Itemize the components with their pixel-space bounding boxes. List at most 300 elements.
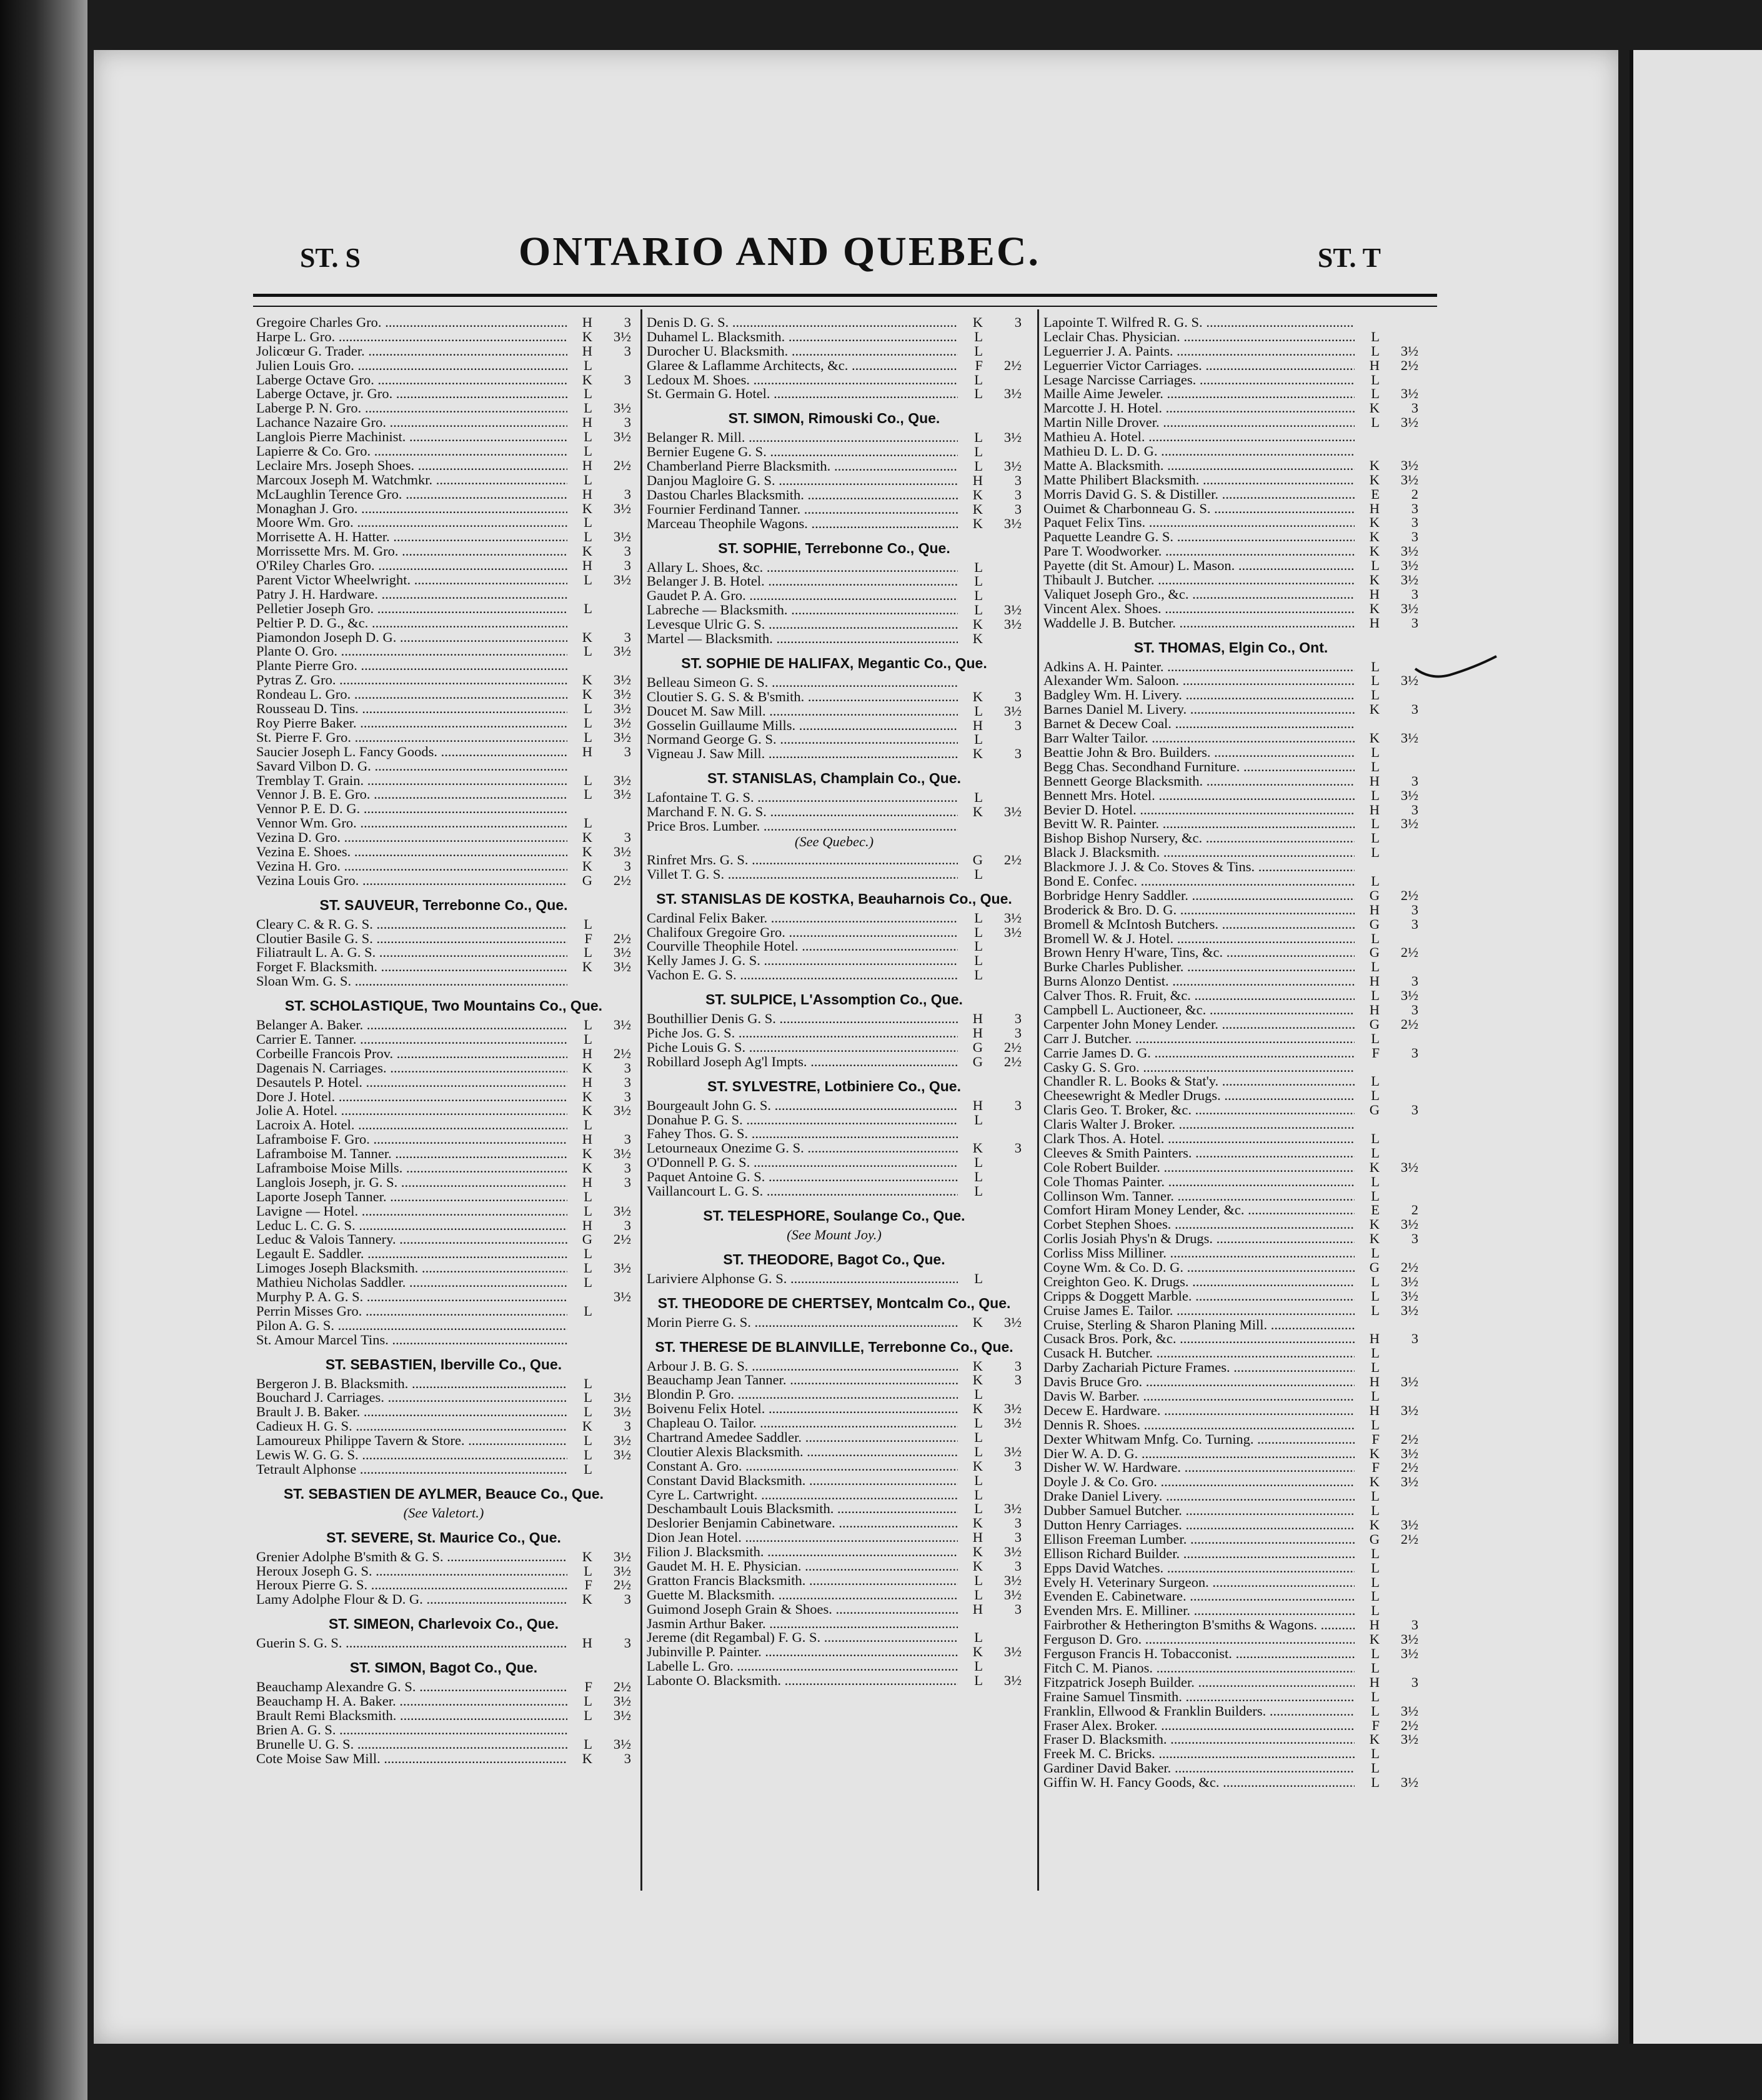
directory-entry [1043, 674, 1418, 688]
entry-name-business: Lavigne — Hotel. ..... [256, 1204, 567, 1219]
directory-entry [256, 373, 631, 388]
entry-name-business: Leclair Chas. Physician. ..... [1043, 330, 1355, 344]
entry-rating-grade: 3 [1411, 587, 1418, 602]
entry-name-business: Langlois Pierre Machinist. ..... [256, 430, 567, 444]
entry-rating-grade [983, 1631, 1022, 1645]
directory-entry [256, 688, 631, 702]
directory-entry [256, 716, 631, 731]
town-heading: ST. STANISLAS, Champlain Co., Que. [707, 770, 961, 787]
entry-rating-grade: 3½ [1400, 1218, 1418, 1232]
entry-rating-letter: G [1369, 1261, 1380, 1275]
entry-rating-grade: 2½ [1400, 1261, 1418, 1275]
directory-entry [1043, 373, 1418, 388]
directory-entry [647, 1645, 1022, 1659]
entry-rating-grade [1380, 330, 1418, 344]
entry-rating-grade [592, 1118, 631, 1132]
entry-name-business: Labreche — Blacksmith. ..... [647, 603, 958, 618]
directory-entry [647, 316, 1022, 330]
entry-name-business: Guimond Joseph Grain & Shoes. ..... [647, 1602, 958, 1617]
entry-name-business: Savard Vilbon D. G. ..... [256, 759, 567, 774]
directory-entry [256, 845, 631, 859]
entry-rating-letter: L [1371, 960, 1380, 975]
entry-rating-grade [983, 1184, 1022, 1199]
entry-rating-letter: F [1371, 1461, 1380, 1476]
entry-rating-letter: L [584, 444, 592, 459]
directory-entry [256, 1333, 631, 1348]
entry-rating-grade: 3 [624, 559, 631, 574]
entry-rating-grade: 3½ [613, 401, 631, 416]
entry-rating-grade: 3½ [613, 788, 631, 802]
entry-rating-letter: L [584, 1276, 592, 1290]
entry-name-business: Bergeron J. B. Blacksmith. ..... [256, 1377, 567, 1391]
town-heading: ST. THOMAS, Elgin Co., Ont. [1133, 639, 1328, 656]
directory-entry [647, 1012, 1022, 1026]
entry-rating-letter: K [1369, 1446, 1380, 1461]
entry-rating-letter [1355, 316, 1380, 330]
directory-entry [647, 344, 1022, 359]
directory-entry [256, 1636, 631, 1651]
entry-rating-letter: L [1371, 1589, 1380, 1604]
entry-name-business: Cruise James E. Tailor. ..... [1043, 1304, 1355, 1318]
directory-entry [256, 1018, 631, 1032]
entry-rating-letter: K [972, 1559, 983, 1574]
entry-rating-letter: L [974, 732, 983, 748]
entry-rating-grade: 3½ [1003, 1588, 1022, 1602]
entry-rating-grade [1380, 717, 1418, 731]
entry-rating-grade: 3 [1411, 902, 1418, 918]
entry-rating-letter: G [1369, 1017, 1380, 1032]
directory-entry [256, 1550, 631, 1564]
entry-rating-grade: 3½ [1003, 387, 1022, 402]
entry-name-business: Thibault J. Butcher. ..... [1043, 573, 1355, 588]
town-heading: ST. SOPHIE DE HALIFAX, Megantic Co., Que. [681, 654, 987, 671]
entry-rating-grade: 3½ [613, 946, 631, 961]
entry-rating-letter: K [972, 1141, 983, 1156]
directory-entry [1043, 1504, 1418, 1518]
entry-rating-grade [983, 1617, 1022, 1631]
entry-rating-grade: 3½ [1003, 459, 1022, 474]
entry-rating-grade: 3½ [1400, 788, 1418, 803]
entry-rating-grade [1380, 1747, 1418, 1761]
directory-entry [1043, 459, 1418, 473]
entry-rating-letter: K [582, 1592, 592, 1608]
entry-rating-grade: 3½ [1003, 1573, 1022, 1588]
entry-name-business: Fraine Samuel Tinsmith. ..... [1043, 1690, 1355, 1704]
entry-rating-grade [1380, 860, 1418, 874]
directory-entry [1043, 330, 1418, 344]
entry-rating-grade: 2 [1411, 487, 1418, 502]
entry-name-business: Gosselin Guillaume Mills. ..... [647, 719, 958, 733]
entry-name-business: Monaghan J. Gro. ..... [256, 502, 567, 516]
entry-rating-letter: K [972, 632, 983, 646]
entry-rating-letter: L [584, 946, 592, 961]
entry-rating-letter: L [974, 589, 983, 604]
directory-entry [1043, 1489, 1418, 1504]
directory-entry [647, 732, 1022, 747]
entry-rating-letter [1355, 430, 1380, 444]
entry-rating-grade [983, 939, 1022, 954]
entry-rating-letter: L [974, 704, 983, 719]
entry-rating-grade [1380, 1589, 1418, 1604]
entry-name-business: Courville Theophile Hotel. ..... [647, 939, 958, 954]
entry-rating-grade: 3 [1014, 316, 1022, 330]
entry-rating-grade [1380, 1118, 1418, 1132]
entry-name-business: Campbell L. Auctioneer, &c. ..... [1043, 1003, 1355, 1018]
entry-rating-letter: K [582, 688, 592, 702]
directory-entry [1043, 903, 1418, 918]
entry-name-business: McLaughlin Terence Gro. ..... [256, 488, 567, 502]
page-title: ONTARIO AND QUEBEC. [519, 229, 1041, 274]
entry-name-business: Robillard Joseph Ag'l Impts. ..... [647, 1055, 958, 1069]
entry-name-business: Levesque Ulric G. S. ..... [647, 618, 958, 632]
entry-rating-letter: H [972, 1602, 983, 1617]
running-head-left: ST. S [300, 242, 361, 273]
entry-rating-grade: 3 [624, 1161, 631, 1176]
entry-rating-letter: L [584, 917, 592, 932]
entry-name-business: Allary L. Shoes, &c. ..... [647, 561, 958, 575]
directory-entry [647, 791, 1022, 805]
directory-entry [647, 1055, 1022, 1069]
entry-name-business: Cadieux H. G. S. ..... [256, 1419, 567, 1434]
entry-name-business: Vigneau J. Saw Mill. ..... [647, 747, 958, 761]
entry-name-business: Boivenu Felix Hotel. ..... [647, 1402, 958, 1416]
entry-rating-grade: 3 [624, 1132, 631, 1148]
entry-rating-grade [983, 732, 1022, 747]
entry-rating-grade: 3 [1411, 401, 1418, 416]
entry-name-business: Cleary C. & R. G. S. ..... [256, 918, 567, 932]
entry-rating-letter: L [584, 1564, 592, 1579]
directory-entry [647, 1416, 1022, 1431]
entry-name-business: Piche Louis G. S. ..... [647, 1041, 958, 1055]
directory-entry [647, 1113, 1022, 1128]
entry-rating-letter: K [582, 1147, 592, 1161]
entry-name-business: Morrissette Mrs. M. Gro. ..... [256, 544, 567, 559]
entry-rating-letter: H [1369, 501, 1380, 516]
entry-rating-letter: L [974, 329, 983, 344]
entry-name-business: Guette M. Blacksmith. ..... [647, 1588, 958, 1602]
entry-name-business: Arbour J. B. G. S. ..... [647, 1359, 958, 1374]
entry-rating-grade [983, 791, 1022, 805]
entry-name-business: Collinson Wm. Tanner. ..... [1043, 1189, 1355, 1204]
entry-rating-letter: L [974, 968, 983, 983]
entry-rating-grade [592, 1723, 631, 1738]
entry-rating-letter [567, 1723, 592, 1738]
entry-rating-grade: 3½ [1003, 911, 1022, 926]
entry-rating-letter: L [1371, 788, 1380, 803]
directory-entry [647, 926, 1022, 940]
entry-rating-letter: L [584, 702, 592, 716]
directory-entry [1043, 559, 1418, 573]
directory-entry [647, 1127, 1022, 1141]
entry-rating-letter: K [972, 1373, 983, 1388]
entry-rating-letter: K [582, 372, 592, 388]
directory-entry [1043, 1589, 1418, 1604]
entry-rating-grade: 3 [1014, 502, 1022, 517]
entry-name-business: Beauchamp Jean Tanner. ..... [647, 1373, 958, 1388]
directory-entry [1043, 430, 1418, 444]
directory-entry [256, 859, 631, 874]
directory-entry [256, 444, 631, 459]
entry-rating-grade: 3½ [1400, 989, 1418, 1003]
entry-rating-grade [983, 632, 1022, 646]
directory-entry [1043, 588, 1418, 602]
entry-name-business: Creighton Geo. K. Drugs. ..... [1043, 1275, 1355, 1289]
directory-entry [256, 1709, 631, 1723]
entry-name-business: Cusack H. Butcher. ..... [1043, 1346, 1355, 1361]
entry-rating-grade: 3 [1411, 516, 1418, 531]
entry-rating-letter: H [1369, 802, 1380, 818]
entry-rating-letter: K [1369, 401, 1380, 416]
directory-entry [1043, 1175, 1418, 1189]
entry-rating-letter: L [1371, 989, 1380, 1003]
directory-entry [647, 574, 1022, 589]
entry-rating-letter: L [1371, 329, 1380, 344]
entry-rating-letter: K [972, 316, 983, 330]
entry-rating-letter: E [1371, 487, 1380, 502]
directory-entry [647, 603, 1022, 618]
entry-name-business: Gaudet P. A. Gro. ..... [647, 589, 958, 603]
directory-entry [1043, 416, 1418, 430]
entry-rating-letter: K [1369, 1632, 1380, 1648]
entry-rating-grade: 3 [624, 416, 631, 431]
entry-name-business: Clark Thos. A. Hotel. ..... [1043, 1132, 1355, 1146]
entry-rating-grade: 3½ [613, 1104, 631, 1119]
entry-name-business: Moore Wm. Gro. ..... [256, 516, 567, 530]
entry-rating-letter: L [1371, 1776, 1380, 1790]
entry-rating-grade [1380, 1504, 1418, 1518]
directory-entry [647, 1631, 1022, 1645]
entry-rating-letter: H [1369, 1403, 1380, 1418]
entry-rating-letter: L [584, 516, 592, 531]
entry-rating-grade: 3½ [613, 960, 631, 975]
entry-rating-letter [567, 588, 592, 602]
entry-rating-letter [1355, 717, 1380, 731]
entry-rating-letter: H [582, 744, 592, 759]
entry-name-business: Freek M. C. Bricks. ..... [1043, 1747, 1355, 1761]
directory-entry [647, 868, 1022, 882]
directory-entry [1043, 889, 1418, 903]
entry-rating-grade [592, 1276, 631, 1290]
entry-rating-letter: L [1371, 1303, 1380, 1318]
entry-rating-letter: L [584, 1304, 592, 1319]
entry-rating-letter: K [1369, 1732, 1380, 1748]
entry-rating-grade [983, 445, 1022, 459]
entry-name-business: Ellison Richard Builder. ..... [1043, 1547, 1355, 1561]
entry-name-business: Letourneaux Onezime G. S. ..... [647, 1141, 958, 1156]
entry-name-business: Rinfret Mrs. G. S. ..... [647, 853, 958, 868]
entry-rating-letter: L [584, 1737, 592, 1752]
entry-rating-grade [592, 1319, 631, 1333]
entry-rating-grade: 3 [624, 487, 631, 502]
entry-rating-letter: L [1371, 674, 1380, 689]
directory-entry [256, 1434, 631, 1448]
entry-name-business: Comfort Hiram Money Lender, &c. ..... [1043, 1203, 1355, 1218]
entry-rating-letter: K [972, 1516, 983, 1531]
directory-entry [256, 1592, 631, 1607]
directory-entry [256, 1147, 631, 1161]
directory-entry [1043, 831, 1418, 846]
entry-rating-grade: 3 [1014, 1531, 1022, 1546]
entry-rating-letter: L [1371, 1389, 1380, 1404]
entry-rating-letter: L [1371, 1074, 1380, 1089]
entry-rating-letter: H [1369, 358, 1380, 373]
entry-name-business: Filiatrault L. A. G. S. ..... [256, 946, 567, 960]
entry-rating-letter: L [584, 1391, 592, 1406]
entry-name-business: Blackmore J. J. & Co. Stoves & Tins. ..... [1043, 860, 1355, 874]
entry-rating-letter: L [1371, 831, 1380, 846]
entry-rating-grade [983, 968, 1022, 982]
entry-name-business: Ledoux M. Shoes. ..... [647, 373, 958, 388]
directory-entry [256, 1448, 631, 1462]
entry-rating-grade [983, 1113, 1022, 1128]
entry-rating-letter: K [1369, 544, 1380, 559]
directory-entry [647, 805, 1022, 819]
entry-rating-grade: 3½ [1003, 1402, 1022, 1417]
directory-entry [647, 1316, 1022, 1330]
entry-name-business: Leguerrier J. A. Paints. ..... [1043, 344, 1355, 359]
directory-entry [256, 974, 631, 989]
directory-entry [256, 1032, 631, 1047]
directory-entry [647, 1402, 1022, 1416]
entry-rating-grade: 3½ [1400, 1518, 1418, 1532]
directory-entry [1043, 1361, 1418, 1375]
entry-rating-letter: L [974, 925, 983, 940]
directory-entry [256, 1076, 631, 1090]
directory-entry [647, 1531, 1022, 1545]
directory-entry [1043, 1346, 1418, 1361]
directory-entry [256, 544, 631, 559]
entry-name-business: Vennor Wm. Gro. ..... [256, 816, 567, 831]
entry-name-business: Ferguson D. Gro. ..... [1043, 1632, 1355, 1647]
directory-entry [1043, 359, 1418, 373]
entry-rating-letter: L [974, 1473, 983, 1488]
entry-rating-grade: 3½ [1400, 458, 1418, 473]
directory-entry [1043, 774, 1418, 789]
entry-name-business: Glaree & Laflamme Architects, &c. ..... [647, 359, 958, 373]
entry-rating-letter: H [1369, 1375, 1380, 1390]
entry-rating-grade: 3 [624, 859, 631, 874]
entry-rating-letter [567, 759, 592, 774]
entry-name-business: Corlis Josiah Phys'n & Drugs. ..... [1043, 1232, 1355, 1246]
entry-rating-letter: L [584, 1434, 592, 1449]
entry-name-business: Jolie A. Hotel. ..... [256, 1104, 567, 1118]
directory-entry [647, 676, 1022, 690]
entry-rating-grade: 3 [624, 1089, 631, 1104]
directory-entry [256, 1219, 631, 1233]
entry-rating-grade [1380, 831, 1418, 846]
directory-entry [1043, 1289, 1418, 1304]
entry-rating-letter: H [1369, 1332, 1380, 1347]
directory-entry [256, 473, 631, 488]
entry-name-business: Gardiner David Baker. ..... [1043, 1761, 1355, 1776]
entry-rating-letter: L [1371, 1189, 1380, 1204]
directory-entry [256, 430, 631, 444]
directory-entry [1043, 1604, 1418, 1618]
entry-rating-grade: 3 [1411, 774, 1418, 789]
entry-rating-grade: 3 [624, 1419, 631, 1434]
entry-rating-grade: 2½ [1400, 1432, 1418, 1447]
directory-entry [647, 1559, 1022, 1574]
entry-rating-letter: F [584, 931, 592, 946]
entry-name-business: Filion J. Blacksmith. ..... [647, 1545, 958, 1559]
entry-rating-grade [1380, 1489, 1418, 1504]
directory-entry [1043, 1404, 1418, 1418]
town-heading: ST. SOPHIE, Terrebonne Co., Que. [718, 539, 950, 556]
entry-rating-grade: 3 [624, 1175, 631, 1190]
entry-rating-grade: 3½ [613, 716, 631, 731]
entry-rating-letter: F [584, 1680, 592, 1695]
entry-name-business: Pytras Z. Gro. ..... [256, 673, 567, 688]
directory-entry [1043, 760, 1418, 774]
entry-rating-letter: F [1371, 1718, 1380, 1733]
entry-rating-grade [592, 1190, 631, 1204]
entry-rating-letter: K [582, 859, 592, 874]
directory-entry [647, 445, 1022, 459]
entry-rating-grade: 3½ [1003, 704, 1022, 719]
entry-name-business: Leduc L. C. G. S. ..... [256, 1219, 567, 1233]
entry-rating-letter: L [974, 1444, 983, 1459]
entry-rating-letter: K [582, 960, 592, 975]
entry-rating-grade: 3½ [613, 1694, 631, 1709]
directory-entry [1043, 746, 1418, 760]
entry-rating-grade: 2½ [1400, 1718, 1418, 1733]
entry-rating-grade: 3 [1014, 1459, 1022, 1474]
entry-rating-grade [983, 1170, 1022, 1184]
entry-name-business: Bromell & McIntosh Butchers. ..... [1043, 918, 1355, 932]
entry-rating-letter: L [974, 344, 983, 359]
directory-entry [1043, 960, 1418, 974]
directory-entry [647, 1170, 1022, 1184]
entry-rating-grade [1380, 1576, 1418, 1590]
column-3 [1043, 316, 1418, 1790]
entry-rating-letter: F [1371, 1046, 1380, 1061]
entry-name-business: Leclaire Mrs. Joseph Shoes. ..... [256, 459, 567, 473]
entry-name-business: Morrisette A. H. Hatter. ..... [256, 530, 567, 544]
entry-rating-grade [1380, 1661, 1418, 1676]
entry-rating-letter: H [1369, 1618, 1380, 1633]
directory-entry [647, 1041, 1022, 1055]
entry-rating-grade: 3 [1411, 1332, 1418, 1347]
entry-name-business: Vezina E. Shoes. ..... [256, 845, 567, 859]
entry-rating-letter: K [972, 1459, 983, 1474]
entry-name-business: Saucier Joseph L. Fancy Goods. ..... [256, 745, 567, 759]
entry-name-business: Corbeille Francois Prov. ..... [256, 1047, 567, 1061]
entry-rating-letter: K [1369, 1160, 1380, 1175]
directory-entry [256, 946, 631, 960]
entry-name-business: Bouthillier Denis G. S. ..... [647, 1012, 958, 1026]
entry-rating-grade [592, 816, 631, 831]
entry-name-business: Cloutier Alexis Blacksmith. ..... [647, 1445, 958, 1459]
entry-rating-letter: L [1371, 416, 1380, 431]
directory-entry [1043, 1432, 1418, 1447]
entry-rating-grade: 2½ [613, 458, 631, 473]
directory-entry [1043, 1647, 1418, 1661]
directory-entry [256, 918, 631, 932]
directory-entry [647, 1026, 1022, 1041]
directory-entry [647, 459, 1022, 474]
directory-entry [1043, 1632, 1418, 1647]
running-head-right: ST. T [1317, 242, 1381, 273]
directory-entry [1043, 803, 1418, 818]
entry-rating-letter: L [974, 1112, 983, 1128]
entry-rating-grade: 3½ [1400, 1303, 1418, 1318]
entry-rating-grade: 3½ [1003, 805, 1022, 820]
directory-entry [647, 911, 1022, 926]
entry-rating-grade: 3 [1411, 1618, 1418, 1633]
entry-rating-grade [1380, 746, 1418, 760]
directory-entry [1043, 817, 1418, 831]
entry-rating-grade: 3½ [1400, 674, 1418, 689]
